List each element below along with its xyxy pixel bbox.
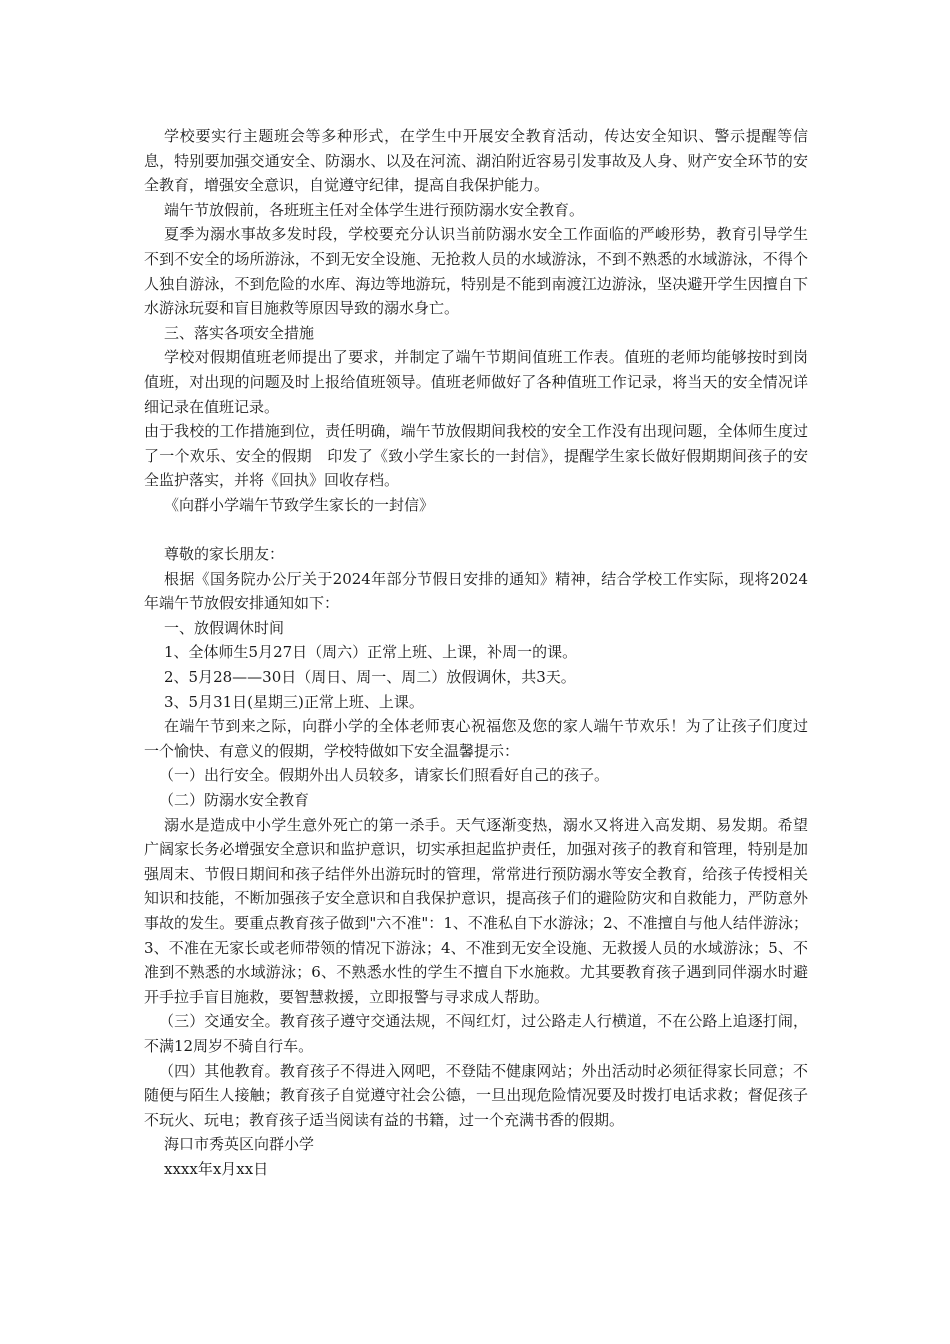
paragraph-holiday-notice: 根据《国务院办公厅关于2024年部分节假日安排的通知》精神，结合学校工作实际，现将2024年端午节放假安排通知如下： (144, 569, 808, 613)
paragraph-pre-holiday-education: 端午节放假前，各班班主任对全体学生进行预防溺水安全教育。 (164, 200, 585, 219)
schedule-item-1: 1、全体师生5月27日（周六）正常上班、上课，补周一的课。 (164, 643, 578, 662)
tip-other-education: （四）其他教育。教育孩子不得进入网吧，不登陆不健康网站；外出活动时必须征得家长同意；不随便与陌生人接触；教育孩子自觉遵守社会公德，一旦出现危险情况要及时拨打电话求救；督促孩子不玩火、玩电；教育孩子适当阅读有益的书籍，过一个充满书香的假期。 (144, 1061, 808, 1129)
paragraph-duty-teachers: 学校对假期值班老师提出了要求，并制定了端午节期间值班工作表。值班的老师均能够按时到岗值班，对出现的问题及时上报给值班领导。值班老师做好了各种值班工作记录，将当天的安全情况详细记录在值班记录。 (144, 348, 808, 416)
paragraph-greeting: 在端午节到来之际，向群小学的全体老师衷心祝福您及您的家人端午节欢乐！为了让孩子们度过一个愉快、有意义的假期，学校特做如下安全温馨提示： (144, 717, 808, 760)
paragraph-summer-drowning: 夏季为溺水事故多发时段，学校要充分认识当前防溺水安全工作面临的严峻形势，教育引导学生不到不安全的场所游泳，不到无安全设施、无抢救人员的水域游泳，不到不熟悉的水域游泳，不得个人独自游泳，不到危险的水库、海边等地游玩，特别是不能到南渡江边游泳，坚决避开学生因擅自下水游泳玩耍和盲目施救等原因导致的溺水身亡。 (144, 225, 808, 318)
paragraph-summary: 由于我校的工作措施到位，责任明确，端午节放假期间我校的安全工作没有出现问题，全体师生度过了一个欢乐、安全的假期 印发了《致小学生家长的一封信》，提醒学生家长做好假期期间孩子的安全监护落实，并将《回执》回收存档。 (144, 422, 808, 490)
tip-traffic-safety: （三）交通安全。教育孩子遵守交通法规，不闯红灯，过公路走人行横道，不在公路上追逐打闹，不满12周岁不骑自行车。 (144, 1012, 808, 1055)
document-page (144, 124, 808, 1182)
paragraph-safety-education: 学校要实行主题班会等多种形式，在学生中开展安全教育活动，传达安全知识、警示提醒等信息，特别要加强交通安全、防溺水、以及在河流、湖泊附近容易引发事故及人身、财产安全环节的安全教育，增强安全意识，自觉遵守纪律，提高自我保护能力。 (144, 127, 808, 195)
schedule-item-2: 2、5月28——30日（周日、周一、周二）放假调休，共3天。 (164, 668, 576, 687)
tip-travel-safety: （一）出行安全。假期外出人员较多，请家长们照看好自己的孩子。 (159, 766, 610, 785)
blank-line (144, 518, 808, 543)
section-heading-holiday-schedule: 一、放假调休时间 (164, 618, 285, 637)
schedule-item-3: 3、5月31日(星期三)正常上班、上课。 (164, 692, 424, 711)
paragraph-drowning-prevention: 溺水是造成中小学生意外死亡的第一杀手。天气逐渐变热，溺水又将进入高发期、易发期。希望广阔家长务必增强安全意识和监护意识，切实承担起监护责任，加强对孩子的教育和管理，特别是加强周末、节假日期间和孩子结伴外出游玩时的管理，常常进行预防溺水等安全教育，给孩子传授相关知识和技能，不断加强孩子安全意识和自我保护意识，提高孩子们的避险防灾和自救能力，严防意外事故的发生。要重点教育孩子做到"六不准"：1、不准私自下水游泳；2、不准擅自与他人结伴游泳；3、不准在无家长或老师带领的情况下游泳；4、不准到无安全设施、无救援人员的水域游泳；5、不准到不熟悉的水域游泳；6、不熟悉水性的学生不擅自下水施救。尤其要教育孩子遇到同伴溺水时避开手拉手盲目施救，要智慧救援，立即报警与寻求成人帮助。 (144, 815, 808, 1006)
signature-date: xxxx年x月xx日 (164, 1159, 269, 1178)
tip-drowning-heading: （二）防溺水安全教育 (159, 791, 310, 810)
letter-title: 《向群小学端午节致学生家长的一封信》 (164, 495, 435, 514)
section-heading-safety-measures: 三、落实各项安全措施 (164, 323, 315, 342)
signature-school: 海口市秀英区向群小学 (164, 1135, 315, 1154)
letter-salutation: 尊敬的家长朋友： (164, 545, 285, 564)
